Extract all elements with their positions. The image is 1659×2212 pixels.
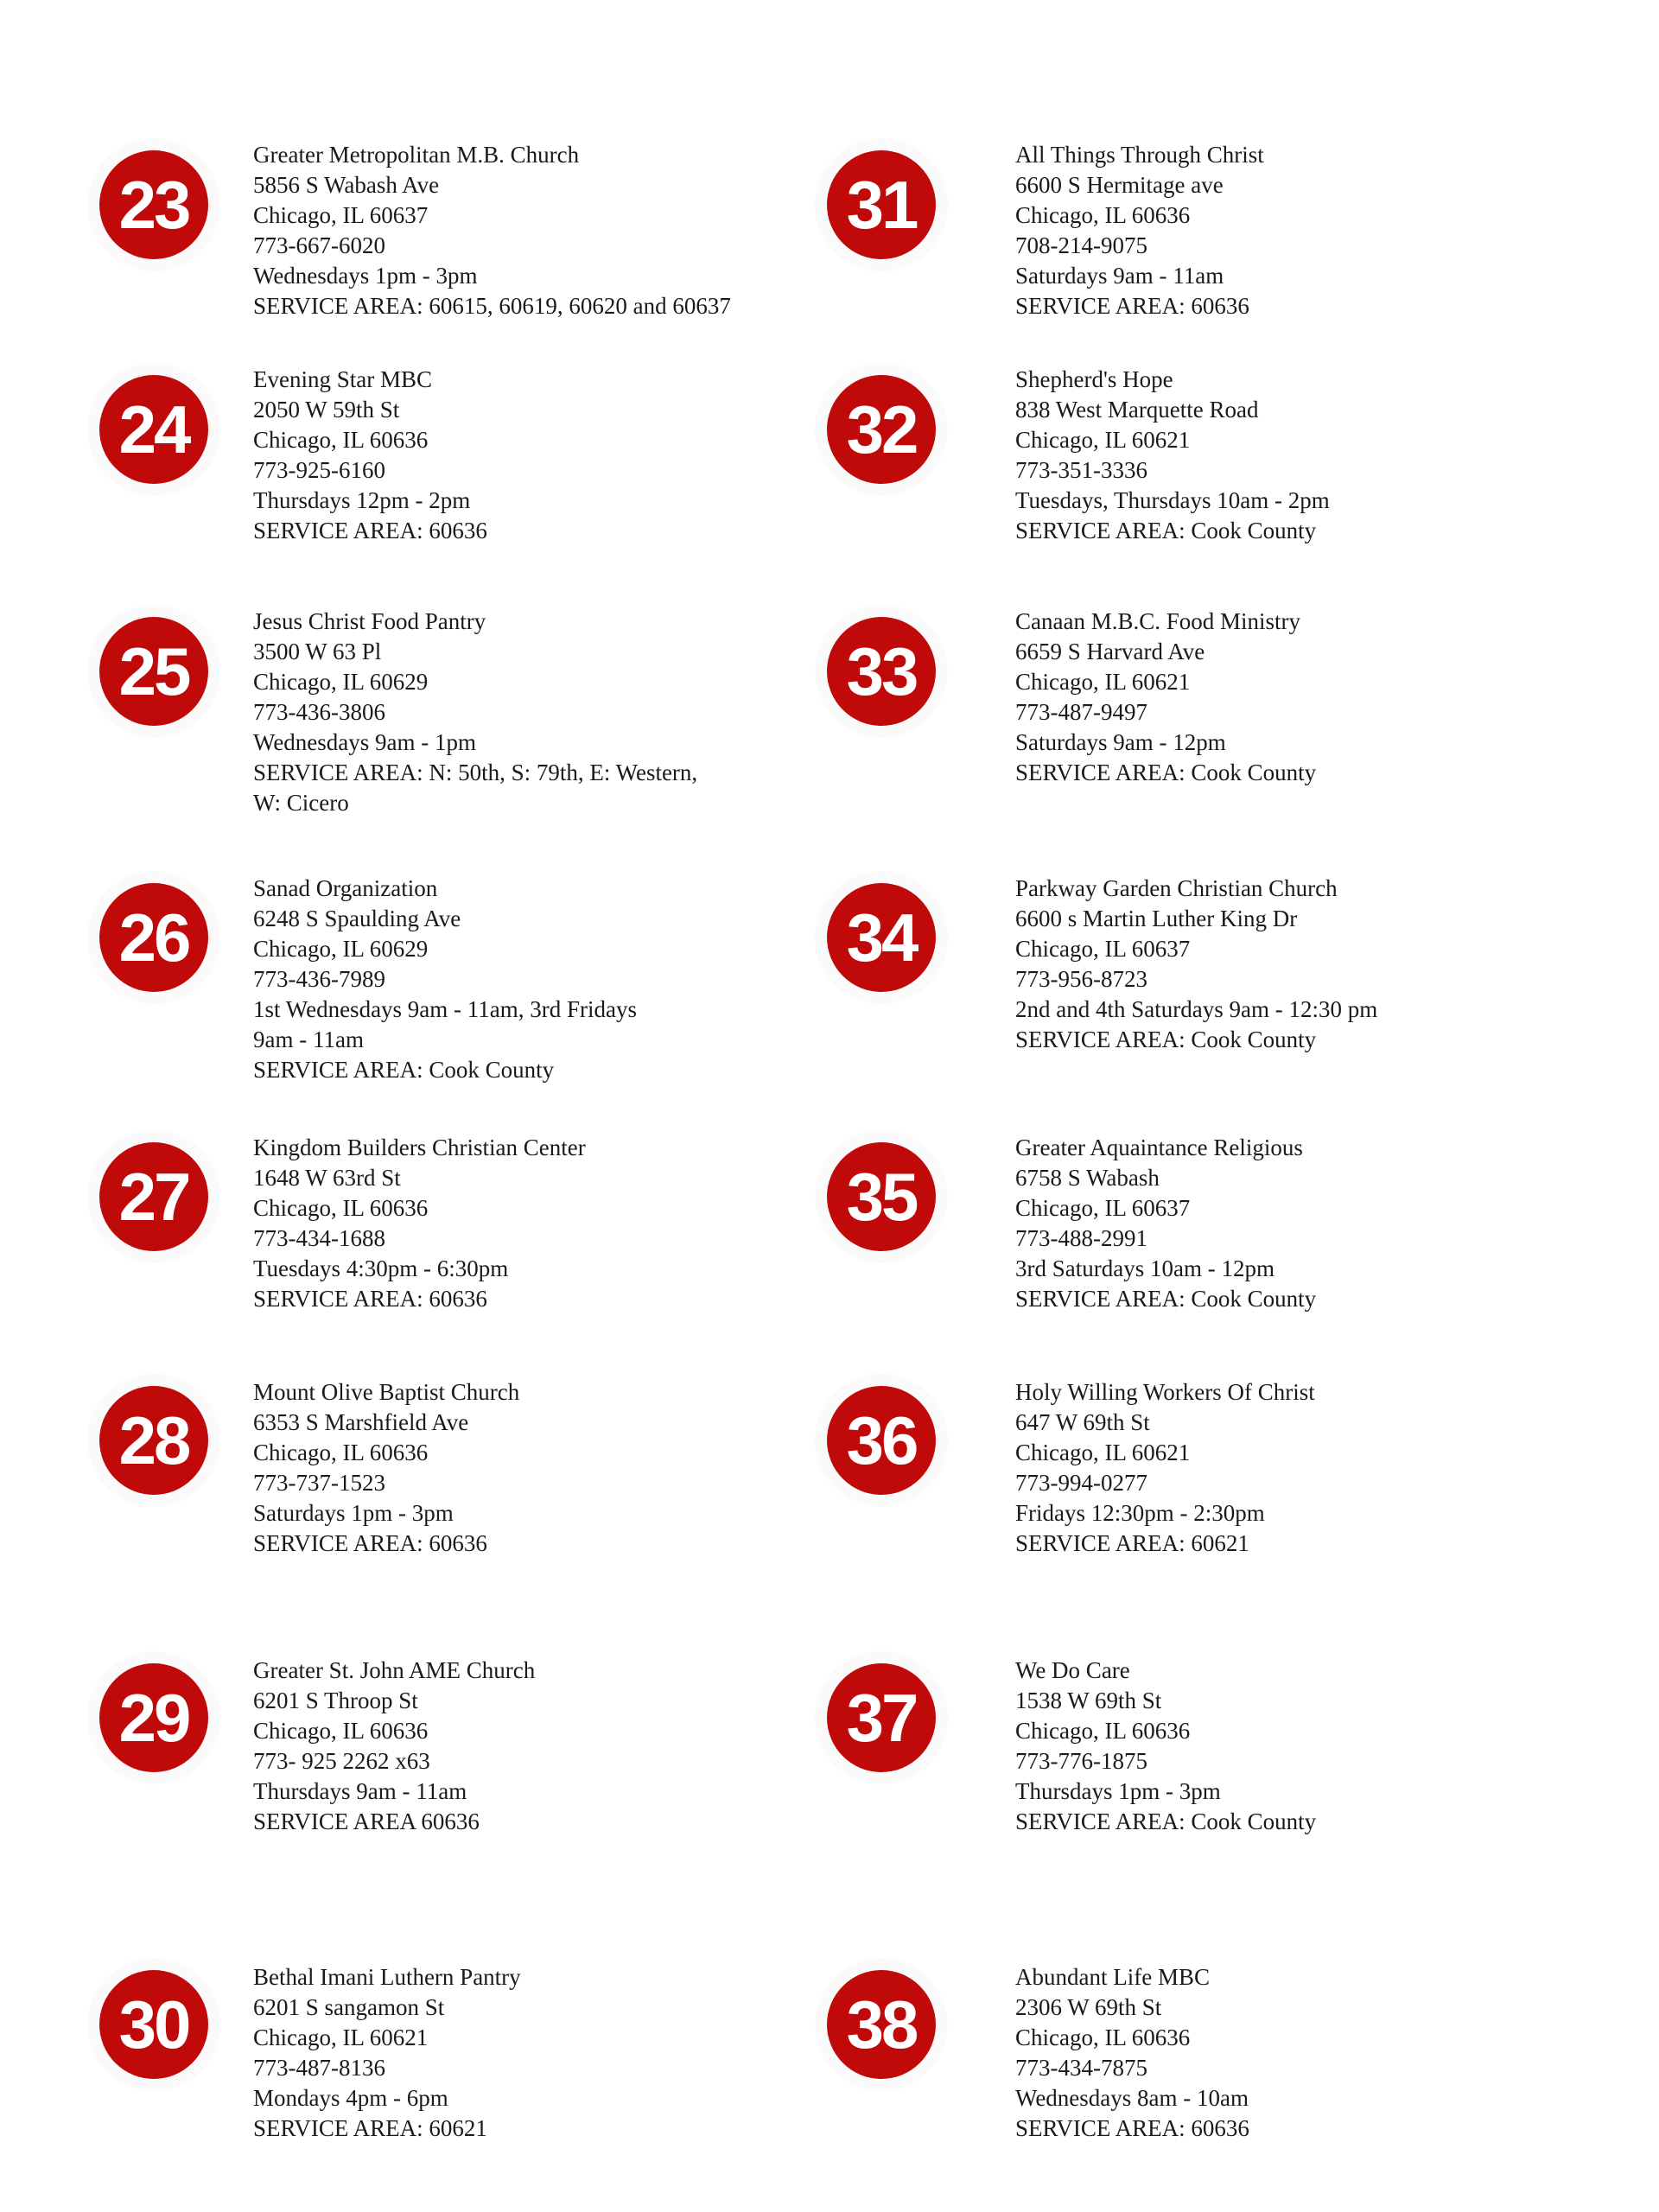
entry-name: We Do Care xyxy=(1015,1657,1130,1683)
number-badge-icon: 26 xyxy=(99,883,208,992)
entry-phone[interactable]: 773-436-7989 xyxy=(253,966,385,992)
entry-details xyxy=(253,1377,519,1559)
entry-details xyxy=(1015,874,1377,1055)
entry-city: Chicago, IL 60636 xyxy=(253,1195,429,1221)
entry-city: Chicago, IL 60637 xyxy=(253,202,429,228)
entry-city: Chicago, IL 60636 xyxy=(253,1718,429,1744)
entry-city: Chicago, IL 60629 xyxy=(253,936,429,962)
entry-service-area: SERVICE AREA: Cook County xyxy=(1015,1286,1317,1312)
entry-address: 6600 S Hermitage ave xyxy=(1015,172,1224,198)
entry-details xyxy=(253,1133,586,1314)
entry-city: Chicago, IL 60636 xyxy=(1015,2024,1191,2050)
entry-city: Chicago, IL 60636 xyxy=(253,427,429,453)
entry-service-area: SERVICE AREA: 60636 xyxy=(1015,2115,1249,2141)
number-badge-icon: 38 xyxy=(827,1970,936,2079)
entry-address: 647 W 69th St xyxy=(1015,1409,1150,1435)
entry-details xyxy=(1015,1133,1316,1314)
entry-hours: Fridays 12:30pm - 2:30pm xyxy=(1015,1500,1265,1526)
number-badge-icon: 28 xyxy=(99,1386,208,1495)
entry-address: 3500 W 63 Pl xyxy=(253,639,382,664)
entry-name: Holy Willing Workers Of Christ xyxy=(1015,1379,1315,1405)
entry-service-area: SERVICE AREA: Cook County xyxy=(1015,1027,1317,1052)
entry-hours: Tuesdays, Thursdays 10am - 2pm xyxy=(1015,487,1330,513)
entry-address: 2306 W 69th St xyxy=(1015,1994,1162,2020)
entry-address: 6758 S Wabash xyxy=(1015,1165,1160,1191)
entry-name: Greater Aquaintance Religious xyxy=(1015,1135,1303,1160)
entry-phone[interactable]: 773-956-8723 xyxy=(1015,966,1147,992)
entry-city: Chicago, IL 60621 xyxy=(1015,1440,1191,1465)
entry-hours: Mondays 4pm - 6pm xyxy=(253,2085,448,2111)
entry-hours: Thursdays 12pm - 2pm xyxy=(253,487,471,513)
number-badge-icon: 25 xyxy=(99,617,208,726)
entry-hours: Thursdays 9am - 11am xyxy=(253,1778,467,1804)
entry-details xyxy=(253,140,731,321)
entry-service-area: SERVICE AREA: 60621 xyxy=(253,2115,487,2141)
entry-name: Mount Olive Baptist Church xyxy=(253,1379,520,1405)
entry-name: Parkway Garden Christian Church xyxy=(1015,875,1338,901)
entry-hours: Saturdays 9am - 12pm xyxy=(1015,729,1226,755)
entry-service-area: SERVICE AREA: N: 50th, S: 79th, E: Western, xyxy=(253,760,698,785)
entry-service-area: W: Cicero xyxy=(253,790,349,816)
entry-phone[interactable]: 773-434-7875 xyxy=(1015,2055,1147,2081)
number-badge-icon: 34 xyxy=(827,883,936,992)
entry-city: Chicago, IL 60636 xyxy=(1015,1718,1191,1744)
entry-service-area: SERVICE AREA: 60621 xyxy=(1015,1530,1249,1556)
entry-service-area: SERVICE AREA: Cook County xyxy=(1015,1808,1317,1834)
entry-city: Chicago, IL 60629 xyxy=(253,669,429,695)
entry-details xyxy=(1015,1377,1315,1559)
number-badge-icon: 31 xyxy=(827,150,936,259)
number-badge-icon: 29 xyxy=(99,1663,208,1772)
number-badge-icon: 37 xyxy=(827,1663,936,1772)
entry-hours: Saturdays 1pm - 3pm xyxy=(253,1500,454,1526)
entry-city: Chicago, IL 60621 xyxy=(1015,669,1191,695)
entry-hours: 1st Wednesdays 9am - 11am, 3rd Fridays xyxy=(253,996,638,1022)
entry-phone[interactable]: 773- 925 2262 x63 xyxy=(253,1748,430,1774)
entry-address: 1648 W 63rd St xyxy=(253,1165,401,1191)
entry-city: Chicago, IL 60621 xyxy=(253,2024,429,2050)
entry-hours: 9am - 11am xyxy=(253,1027,364,1052)
entry-details xyxy=(1015,365,1330,546)
entry-service-area: SERVICE AREA: 60636 xyxy=(1015,293,1249,319)
entry-name: Evening Star MBC xyxy=(253,366,432,392)
entry-details xyxy=(1015,1656,1316,1837)
entry-phone[interactable]: 773-436-3806 xyxy=(253,699,385,725)
entry-details xyxy=(1015,1962,1249,2144)
entry-name: Shepherd's Hope xyxy=(1015,366,1173,392)
entry-name: Greater Metropolitan M.B. Church xyxy=(253,142,580,168)
entry-name: Sanad Organization xyxy=(253,875,438,901)
entry-address: 6201 S sangamon St xyxy=(253,1994,445,2020)
entry-details xyxy=(253,1656,535,1837)
number-badge-icon: 27 xyxy=(99,1142,208,1251)
entry-address: 1538 W 69th St xyxy=(1015,1688,1162,1713)
entry-details xyxy=(1015,140,1264,321)
entry-phone[interactable]: 773-487-8136 xyxy=(253,2055,385,2081)
entry-city: Chicago, IL 60637 xyxy=(1015,1195,1191,1221)
entry-address: 5856 S Wabash Ave xyxy=(253,172,440,198)
entry-phone[interactable]: 773-488-2991 xyxy=(1015,1225,1147,1251)
entry-phone[interactable]: 708-214-9075 xyxy=(1015,232,1147,258)
entry-address: 6248 S Spaulding Ave xyxy=(253,906,461,931)
entry-address: 838 West Marquette Road xyxy=(1015,397,1259,423)
entry-address: 2050 W 59th St xyxy=(253,397,400,423)
entry-service-area: SERVICE AREA: 60615, 60619, 60620 and 60637 xyxy=(253,293,731,319)
entry-details xyxy=(253,365,487,546)
entry-hours: Wednesdays 9am - 1pm xyxy=(253,729,477,755)
entry-hours: Wednesdays 1pm - 3pm xyxy=(253,263,478,289)
entry-service-area: SERVICE AREA: 60636 xyxy=(253,1530,487,1556)
entry-address: 6659 S Harvard Ave xyxy=(1015,639,1205,664)
entry-service-area: SERVICE AREA: Cook County xyxy=(1015,518,1317,543)
entry-hours: Thursdays 1pm - 3pm xyxy=(1015,1778,1221,1804)
number-badge-icon: 23 xyxy=(99,150,208,259)
entry-city: Chicago, IL 60621 xyxy=(1015,427,1191,453)
entry-name: Jesus Christ Food Pantry xyxy=(253,608,486,634)
entry-details xyxy=(1015,607,1316,788)
entry-phone[interactable]: 773-434-1688 xyxy=(253,1225,385,1251)
entry-name: Greater St. John AME Church xyxy=(253,1657,536,1683)
entry-phone[interactable]: 773-351-3336 xyxy=(1015,457,1147,483)
entry-service-area: SERVICE AREA: Cook County xyxy=(253,1057,555,1083)
entry-phone[interactable]: 773-994-0277 xyxy=(1015,1470,1147,1496)
entry-name: Kingdom Builders Christian Center xyxy=(253,1135,586,1160)
number-badge-icon: 30 xyxy=(99,1970,208,2079)
entry-phone[interactable]: 773-667-6020 xyxy=(253,232,385,258)
number-badge-icon: 24 xyxy=(99,375,208,484)
entry-service-area: SERVICE AREA: 60636 xyxy=(253,1286,487,1312)
entry-phone[interactable]: 773-925-6160 xyxy=(253,457,385,483)
entry-name: Canaan M.B.C. Food Ministry xyxy=(1015,608,1301,634)
entry-hours: 2nd and 4th Saturdays 9am - 12:30 pm xyxy=(1015,996,1378,1022)
entry-phone[interactable]: 773-487-9497 xyxy=(1015,699,1147,725)
entry-name: All Things Through Christ xyxy=(1015,142,1264,168)
entry-name: Bethal Imani Luthern Pantry xyxy=(253,1964,521,1990)
entry-service-area: SERVICE AREA: 60636 xyxy=(253,518,487,543)
entry-hours: 3rd Saturdays 10am - 12pm xyxy=(1015,1255,1274,1281)
entry-phone[interactable]: 773-737-1523 xyxy=(253,1470,385,1496)
entry-hours: Saturdays 9am - 11am xyxy=(1015,263,1224,289)
entry-phone[interactable]: 773-776-1875 xyxy=(1015,1748,1147,1774)
entry-service-area: SERVICE AREA: Cook County xyxy=(1015,760,1317,785)
entry-hours: Wednesdays 8am - 10am xyxy=(1015,2085,1249,2111)
entry-address: 6201 S Throop St xyxy=(253,1688,418,1713)
entry-service-area: SERVICE AREA 60636 xyxy=(253,1808,480,1834)
entry-details xyxy=(253,1962,521,2144)
entry-address: 6353 S Marshfield Ave xyxy=(253,1409,469,1435)
entry-name: Abundant Life MBC xyxy=(1015,1964,1210,1990)
number-badge-icon: 32 xyxy=(827,375,936,484)
entry-city: Chicago, IL 60636 xyxy=(1015,202,1191,228)
entry-city: Chicago, IL 60637 xyxy=(1015,936,1191,962)
entry-city: Chicago, IL 60636 xyxy=(253,1440,429,1465)
entry-address: 6600 s Martin Luther King Dr xyxy=(1015,906,1298,931)
number-badge-icon: 33 xyxy=(827,617,936,726)
entry-details xyxy=(253,607,697,818)
number-badge-icon: 35 xyxy=(827,1142,936,1251)
number-badge-icon: 36 xyxy=(827,1386,936,1495)
entry-details xyxy=(253,874,637,1085)
entry-hours: Tuesdays 4:30pm - 6:30pm xyxy=(253,1255,509,1281)
